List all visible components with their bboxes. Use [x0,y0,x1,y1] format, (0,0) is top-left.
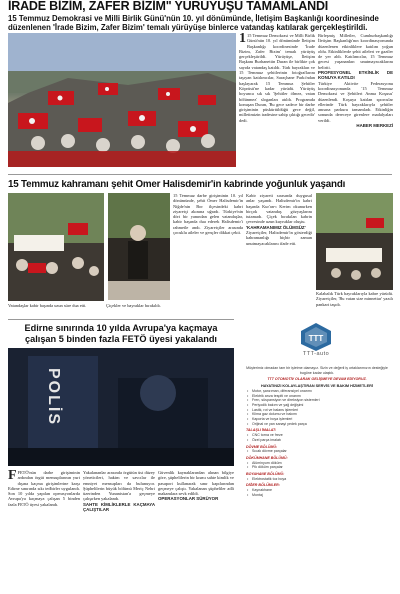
grave-flowers-photo [316,193,393,290]
story3-col-a-text: FETÖ'nün darbe girişiminin ardından örgüt mensuplarının yurt dışına kaçma girişimlerine karşı Edirne sınırında sıkı tedbirler uygulandı. Son 10 yılda yapılan operasyonlarda Avrupa'ya kaçmaya çalışan 5 binden fazla FETÖ üyesi yakalandı. [8,470,80,507]
ad-services-title: HAYATINIZI KOLAYLAŞTIRAN SERVİS VE BAKIM HİZMETLERİ [261,384,373,389]
police-vest-text: POLİS [45,368,62,427]
story2-col-c-text: Kalabalık Türk bayraklarıyla kabre yürüdü. [316,291,393,296]
story2-caption-a [8,303,102,317]
ad-section-list [246,488,388,497]
ad-service-item: • Kaporta ve boya işlemleri [246,417,388,422]
march-photo-art [8,33,236,167]
story1-col-b-text-2: Türkiye Aktivite Federasyonu koordinasyonunda '15 Temmuz Demokrasi ve Şehitleri Anma Koşusu' düzenlendi. Koşuya katılan sporcular ellerinde Türk bayraklarıyla şehitler anısına parkuru tamamladı. Etkinliğin sonunda dereceye girenlere madalyaları verildi. [318,80,393,123]
ad-section-item: • Kaynakhane [246,488,388,493]
ad-section-item: • Montaj [246,493,388,498]
ad-section-item: • CNC torna ve freze [246,433,388,438]
ad-service-item: • Periyodik bakım ve yağ değişimi [246,403,388,408]
ad-section-title: DİĞER BÖLÜMLER: [246,483,280,488]
ttt-auto-logo-icon [299,322,333,352]
svg-text:TTT: TTT [308,334,324,343]
ad-service-item: • Klima gaz dolumu ve bakımı [246,412,388,417]
story2-column-a [173,193,243,300]
grave-crowd-photo [8,193,104,301]
ad-section-title: BOYAHANE BÖLÜMÜ: [246,472,285,477]
story3-column-c [158,470,234,594]
story3-column-a [8,470,80,594]
police-art [8,348,234,466]
march-photo [8,33,236,167]
story3-col-b-subhead: SAHTE KİMLİKLERLE KAÇMAYA ÇALIŞTILAR [83,501,155,513]
ttt-auto-advertisement [240,320,394,594]
story2-caption-b [106,303,171,317]
ad-intro: Müşterimiz olmadan tam bir işletme olamayız. Sizin ve değerli iş ortaklarımızın desteğiyle bugüne kadar ulaştık. [246,366,388,375]
story2-caption-b-text: Çiçekler ve bayraklar bırakıldı. [106,303,161,308]
story1-column-a [239,33,315,167]
ad-brand: TTT-auto [302,351,330,357]
ad-section-title: DÖKÜMHANE BÖLÜMÜ: [246,455,288,460]
story2-caption-c [316,291,393,317]
ad-service-item: • Fren, süspansiyon ve direksiyon sistemleri [246,398,388,403]
story1-col-a-text: 15 Temmuz Demokrasi ve Milli Birlik Günü'nün 10. yıl dönümünde İletişim Başkanlığı koordinesinde 'İrade Bizim, Zafer Bizim' temalı yürüyüş gerçekleştirildi. Yürüyüşe, İletişim Başkanı Burhanettin Duran ile birlikte çok sayıda vatandaş katıldı. Türk bayrakları ve 15 Temmuz şehitlerinin fotoğraflarını taşıyan katılımcılar, Saraçhane Parkı'ndan başlayarak 15 Temmuz Şehitler Köprüsü'ne kadar yürüdü. Yürüyüş boyunca sık sık 'Şehitler ölmez, vatan bölünmez' sloganları atıldı. Programda konuşan Duran, 'Bu gece sadece bir darbe girişiminin püskürtüldüğü gece değil, milletimizin iradesine sahip çıktığı gecedir' dedi. [239,33,315,123]
story3-headline: Edirne sınırında 10 yılda Avrupa'ya kaçmaya çalışan 5 binden fazla FETÖ üyesi yakalandı [24,323,218,344]
police-photo [8,348,234,466]
story1-column-b [318,33,393,167]
ad-body [246,366,388,498]
ad-service-item: • Motor, şanzıman, diferansiyel onarımı [246,389,388,394]
grave-visitor-photo [108,193,170,300]
ad-section-list [246,433,388,442]
story1-subhead: 15 Temmuz Demokrasi ve Milli Birlik Günü'nün 10. yıl dönümünde, İletişim Başkanlığı koordinesinde düzenlenen 'İrade Bizim, Zafer Bizim' temalı yürüyüşe binlerce vatandaş katılarak gerçekleştirildi. [8,14,379,32]
grave-flowers-art [316,193,393,290]
ad-service-item: • Lastik, rot ve balans işlemleri [246,408,388,413]
story3-col-c-text: Güvenlik kaynaklarından alınan bilgiye göre, şüphelilerin bir kısmı sahte kimlik ve pasaport kullanarak sınır kapılarından geçmeye çalıştı. Yakalanan şüpheliler adli makamlara sevk edildi. [158,470,234,497]
ad-section-item: • Özel parça imalatı [246,438,388,443]
ad-section-list [246,477,388,482]
story2-col-a-text: 15 Temmuz darbe girişiminin 10. yıl dönümünde, şehit Ömer Halisdemir'in Niğde'nin Bor ilçesindeki kabri ziyaretçi akınına uğradı. Türkiye'nin dört bir yanından gelen vatandaşlar, kabir başında dua ederek Halisdemir'i rahmetle andı. Ziyaretçiler arasında çocuklu aileler ve gençler dikkat çekti. [173,193,243,236]
grave-visitor-art [108,193,170,300]
story2-subhead: 'KAHRAMANIMIZ ÖLÜMSÜZ' [246,224,306,230]
ad-section-item: • Pik döküm parçalar [246,465,388,470]
story1-headline: İRADE BİZİM, ZAFER BİZİM" YÜRÜYÜŞÜ TAMAMLANDI [8,0,329,13]
story3-column-b [83,470,155,594]
ad-section-title: TALAŞLI İMALAT: [246,428,277,433]
ad-service-item: • Elektrik arıza tespiti ve onarımı [246,394,388,399]
ad-services-list [246,389,388,427]
divider [8,319,234,320]
story1-col-b-subhead: PROFESYONEL ETKİNLİK DE KONUYA KATILDI [318,70,393,81]
ad-section-item: • Elektrostatik toz boya [246,477,388,482]
story2-caption-c-text: Ziyaretçiler, 'Bu vatan size minnettar' yazılı pankart taşıdı. [316,296,393,307]
story2-col-b-text-2: Ziyaretçiler, Halisdemir'in gösterdiği kahramanlığı hiçbir zaman unutmayacaklarını ifade etti. [246,230,312,246]
ad-section-item: • Alüminyum döküm [246,461,388,466]
ad-service-item: • Orijinal ve yan sanayi yedek parça [246,422,388,427]
ad-section-list [246,461,388,470]
story3-col-b-text: Yakalananlar arasında örgütün üst düzey yöneticileri, hakim ve savcılar ile emniyet mensupları da bulunuyor. Şüphelilerin büyük bölümü Meriç Nehri üzerinden Yunanistan'a geçmeye çalışırken yakalandı. [83,470,155,502]
story2-caption-a-text: Vatandaşlar kabir başında uzun süre dua etti. [8,303,87,308]
ad-section-list [246,449,388,454]
grave-crowd-art [8,193,104,301]
ad-section-item: • Sıcak dövme parçalar [246,449,388,454]
divider [8,174,392,175]
story2-col-b-text: Kabir ziyareti sırasında duygusal anlar yaşandı. Halisdemir'in kabri başında Kur'an-ı Kerim okunurken birçok vatandaş gözyaşlarını tutamadı. Çiçek bırakılan kabrin çevresinde uzun kuyruklar oluştu. [246,193,312,225]
story2-column-b [246,193,312,300]
story1-col-b-text: Birleşmiş Milletler, Cumhurbaşkanlığı İletişim Başkanlığı'nın koordinasyonunda düzenlenen etkinliklere katılım yoğun oldu. Etkinliklerde şehit aileleri ve gaziler de yer aldı. Katılımcılar, 15 Temmuz gecesi yaşananları unutmayacaklarını belirtti. [318,33,393,70]
drop-cap: 1 [239,33,246,46]
story1-byline: HABER MERKEZİ [356,123,393,129]
story3-col-c-subhead: OPERASYONLAR SÜRÜYOR [158,496,219,502]
ad-section-title: DÖVME BÖLÜMÜ: [246,444,278,449]
story2-headline: 15 Temmuz kahramanı şehit Ömer Halisdemir'in kabrinde yoğunluk yaşandı [8,180,346,190]
drop-cap: F [8,470,17,483]
ad-red-line: TTT OTOMOTİV OLARAK GELİŞMEYE DEVAM EDİYORUZ. [267,377,367,382]
